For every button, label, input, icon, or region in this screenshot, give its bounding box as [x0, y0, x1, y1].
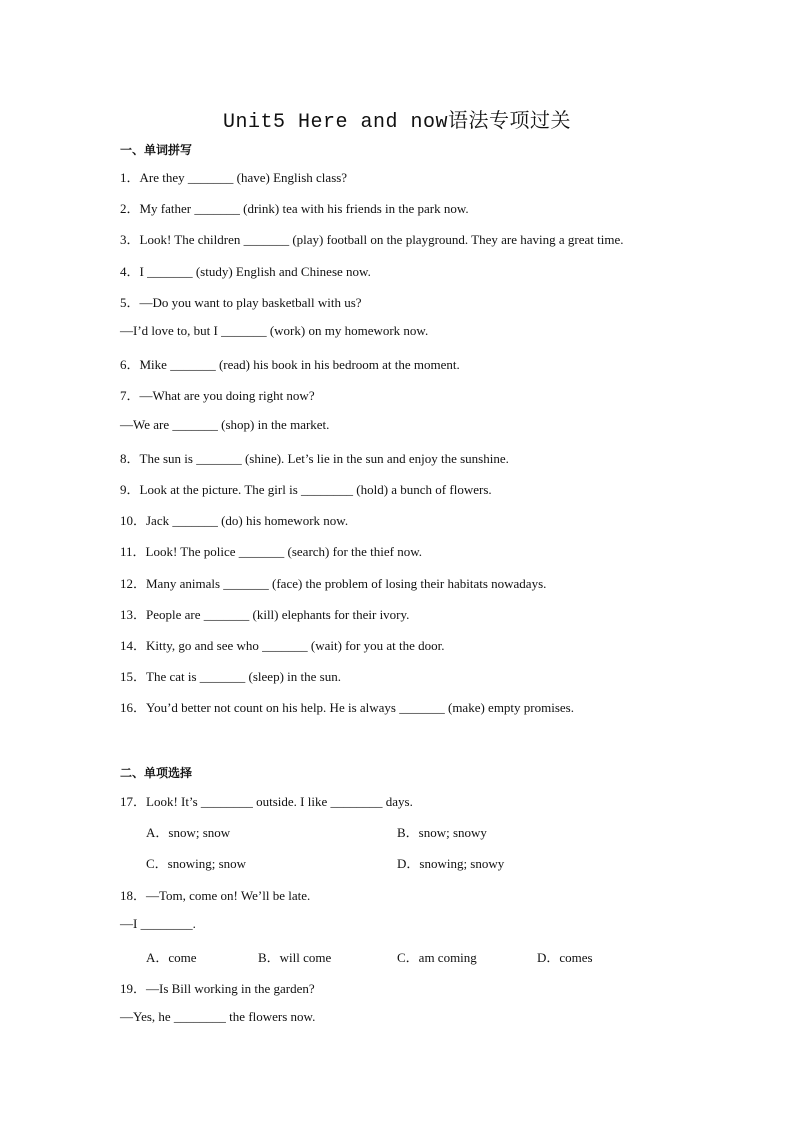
question-line: 4．I _______ (study) English and Chinese now. — [120, 264, 371, 279]
question-line: —I’d love to, but I _______ (work) on my homework now. — [120, 323, 429, 338]
q18-option-b: B．will come — [258, 950, 332, 965]
q17-stem: 17．Look! It’s ________ outside. I like ________ days. — [120, 794, 413, 809]
q17-option-a: A．snow; snow — [146, 825, 231, 840]
q18-reply: —I ________. — [120, 916, 196, 931]
question-line: 1．Are they _______ (have) English class? — [120, 170, 348, 185]
question-line: 9．Look at the picture. The girl is ________ (hold) a bunch of flowers. — [120, 482, 492, 497]
q17-option-c: C．snowing; snow — [146, 856, 247, 871]
question-line: 3．Look! The children _______ (play) football on the playground. They are having a great time. — [120, 232, 624, 247]
question-line: 15．The cat is _______ (sleep) in the sun. — [120, 669, 341, 684]
question-line: —We are _______ (shop) in the market. — [120, 417, 330, 432]
q19-stem: 19．—Is Bill working in the garden? — [120, 981, 315, 996]
question-line: 14．Kitty, go and see who _______ (wait) for you at the door. — [120, 638, 445, 653]
q18-option-d: D．comes — [537, 950, 593, 965]
question-line: 16．You’d better not count on his help. He is always _______ (make) empty promises. — [120, 700, 574, 715]
question-line: 10．Jack _______ (do) his homework now. — [120, 513, 349, 528]
q18-stem: 18．—Tom, come on! We’ll be late. — [120, 888, 311, 903]
q17-option-d: D．snowing; snowy — [397, 856, 505, 871]
page-title: Unit5 Here and now语法专项过关 — [222, 111, 572, 134]
q17-option-b: B．snow; snowy — [397, 825, 487, 840]
section-heading-choice: 二、单项选择 — [120, 766, 193, 780]
section-heading-spelling: 一、单词拼写 — [120, 143, 193, 157]
q19-reply: —Yes, he ________ the flowers now. — [120, 1009, 316, 1024]
question-line: 5．—Do you want to play basketball with us? — [120, 295, 362, 310]
question-line: 8．The sun is _______ (shine). Let’s lie in the sun and enjoy the sunshine. — [120, 451, 509, 466]
q18-option-c: C．am coming — [397, 950, 477, 965]
question-line: 7．—What are you doing right now? — [120, 388, 315, 403]
question-line: 11．Look! The police _______ (search) for the thief now. — [120, 544, 423, 559]
question-line: 6．Mike _______ (read) his book in his bedroom at the moment. — [120, 357, 460, 372]
question-line: 12．Many animals _______ (face) the problem of losing their habitats nowadays. — [120, 576, 547, 591]
question-line: 13．People are _______ (kill) elephants for their ivory. — [120, 607, 410, 622]
q18-option-a: A．come — [146, 950, 197, 965]
question-line: 2．My father _______ (drink) tea with his friends in the park now. — [120, 201, 469, 216]
